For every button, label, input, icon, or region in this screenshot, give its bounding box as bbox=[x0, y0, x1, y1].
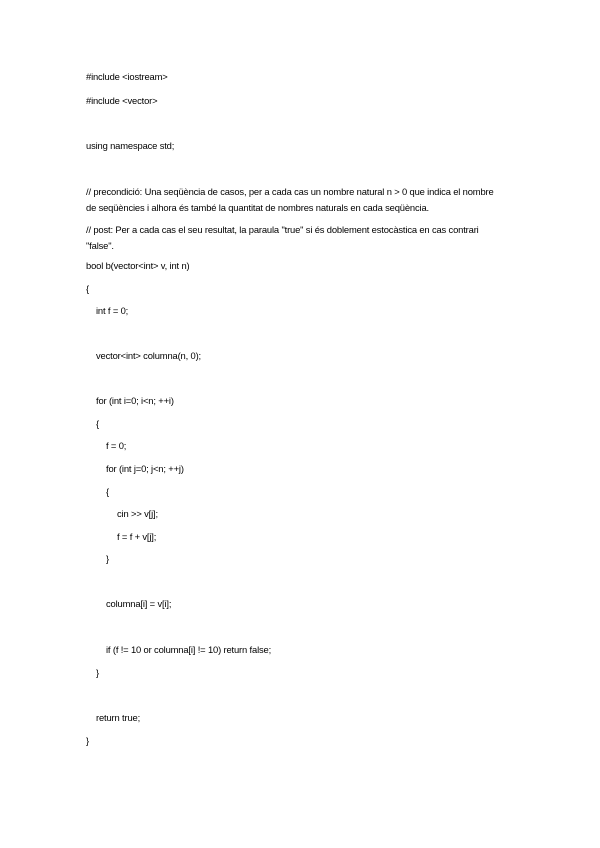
sum-statement: f = f + v[j]; bbox=[117, 531, 157, 542]
cin-statement: cin >> v[j]; bbox=[117, 508, 158, 519]
inner-for-close-brace: } bbox=[106, 553, 109, 564]
return-false-condition: if (f != 10 or columna[i] != 10) return false; bbox=[106, 644, 272, 655]
outer-for-loop: for (int i=0; i<n; ++i) bbox=[96, 395, 174, 406]
inner-for-open-brace: { bbox=[106, 486, 109, 497]
outer-for-open-brace: { bbox=[96, 418, 99, 429]
columna-assignment: columna[i] = v[i]; bbox=[106, 598, 172, 609]
include-vector-line: #include <vector> bbox=[86, 95, 158, 106]
outer-for-close-brace: } bbox=[96, 667, 99, 678]
function-signature: bool b(vector<int> v, int n) bbox=[86, 260, 190, 271]
reset-f-statement: f = 0; bbox=[106, 440, 127, 451]
columna-declaration: vector<int> columna(n, 0); bbox=[96, 350, 202, 361]
include-iostream-line: #include <iostream> bbox=[86, 71, 168, 82]
precondition-comment: // precondició: Una seqüència de casos, per a cada cas un nombre natural n > 0 que indica el nombre de seqüències i alhora és també la quantitat de nombres naturals en cada seqüència. bbox=[86, 186, 494, 213]
function-close-brace: } bbox=[86, 735, 89, 746]
using-namespace-line: using namespace std; bbox=[86, 140, 175, 151]
function-open-brace: { bbox=[86, 283, 89, 294]
int-f-declaration: int f = 0; bbox=[96, 305, 129, 316]
return-true-statement: return true; bbox=[96, 712, 141, 723]
postcondition-comment: // post: Per a cada cas el seu resultat, la paraula "true" si és doblement estocàstica en cas contrari "false". bbox=[86, 224, 479, 251]
inner-for-loop: for (int j=0; j<n; ++j) bbox=[106, 463, 184, 474]
